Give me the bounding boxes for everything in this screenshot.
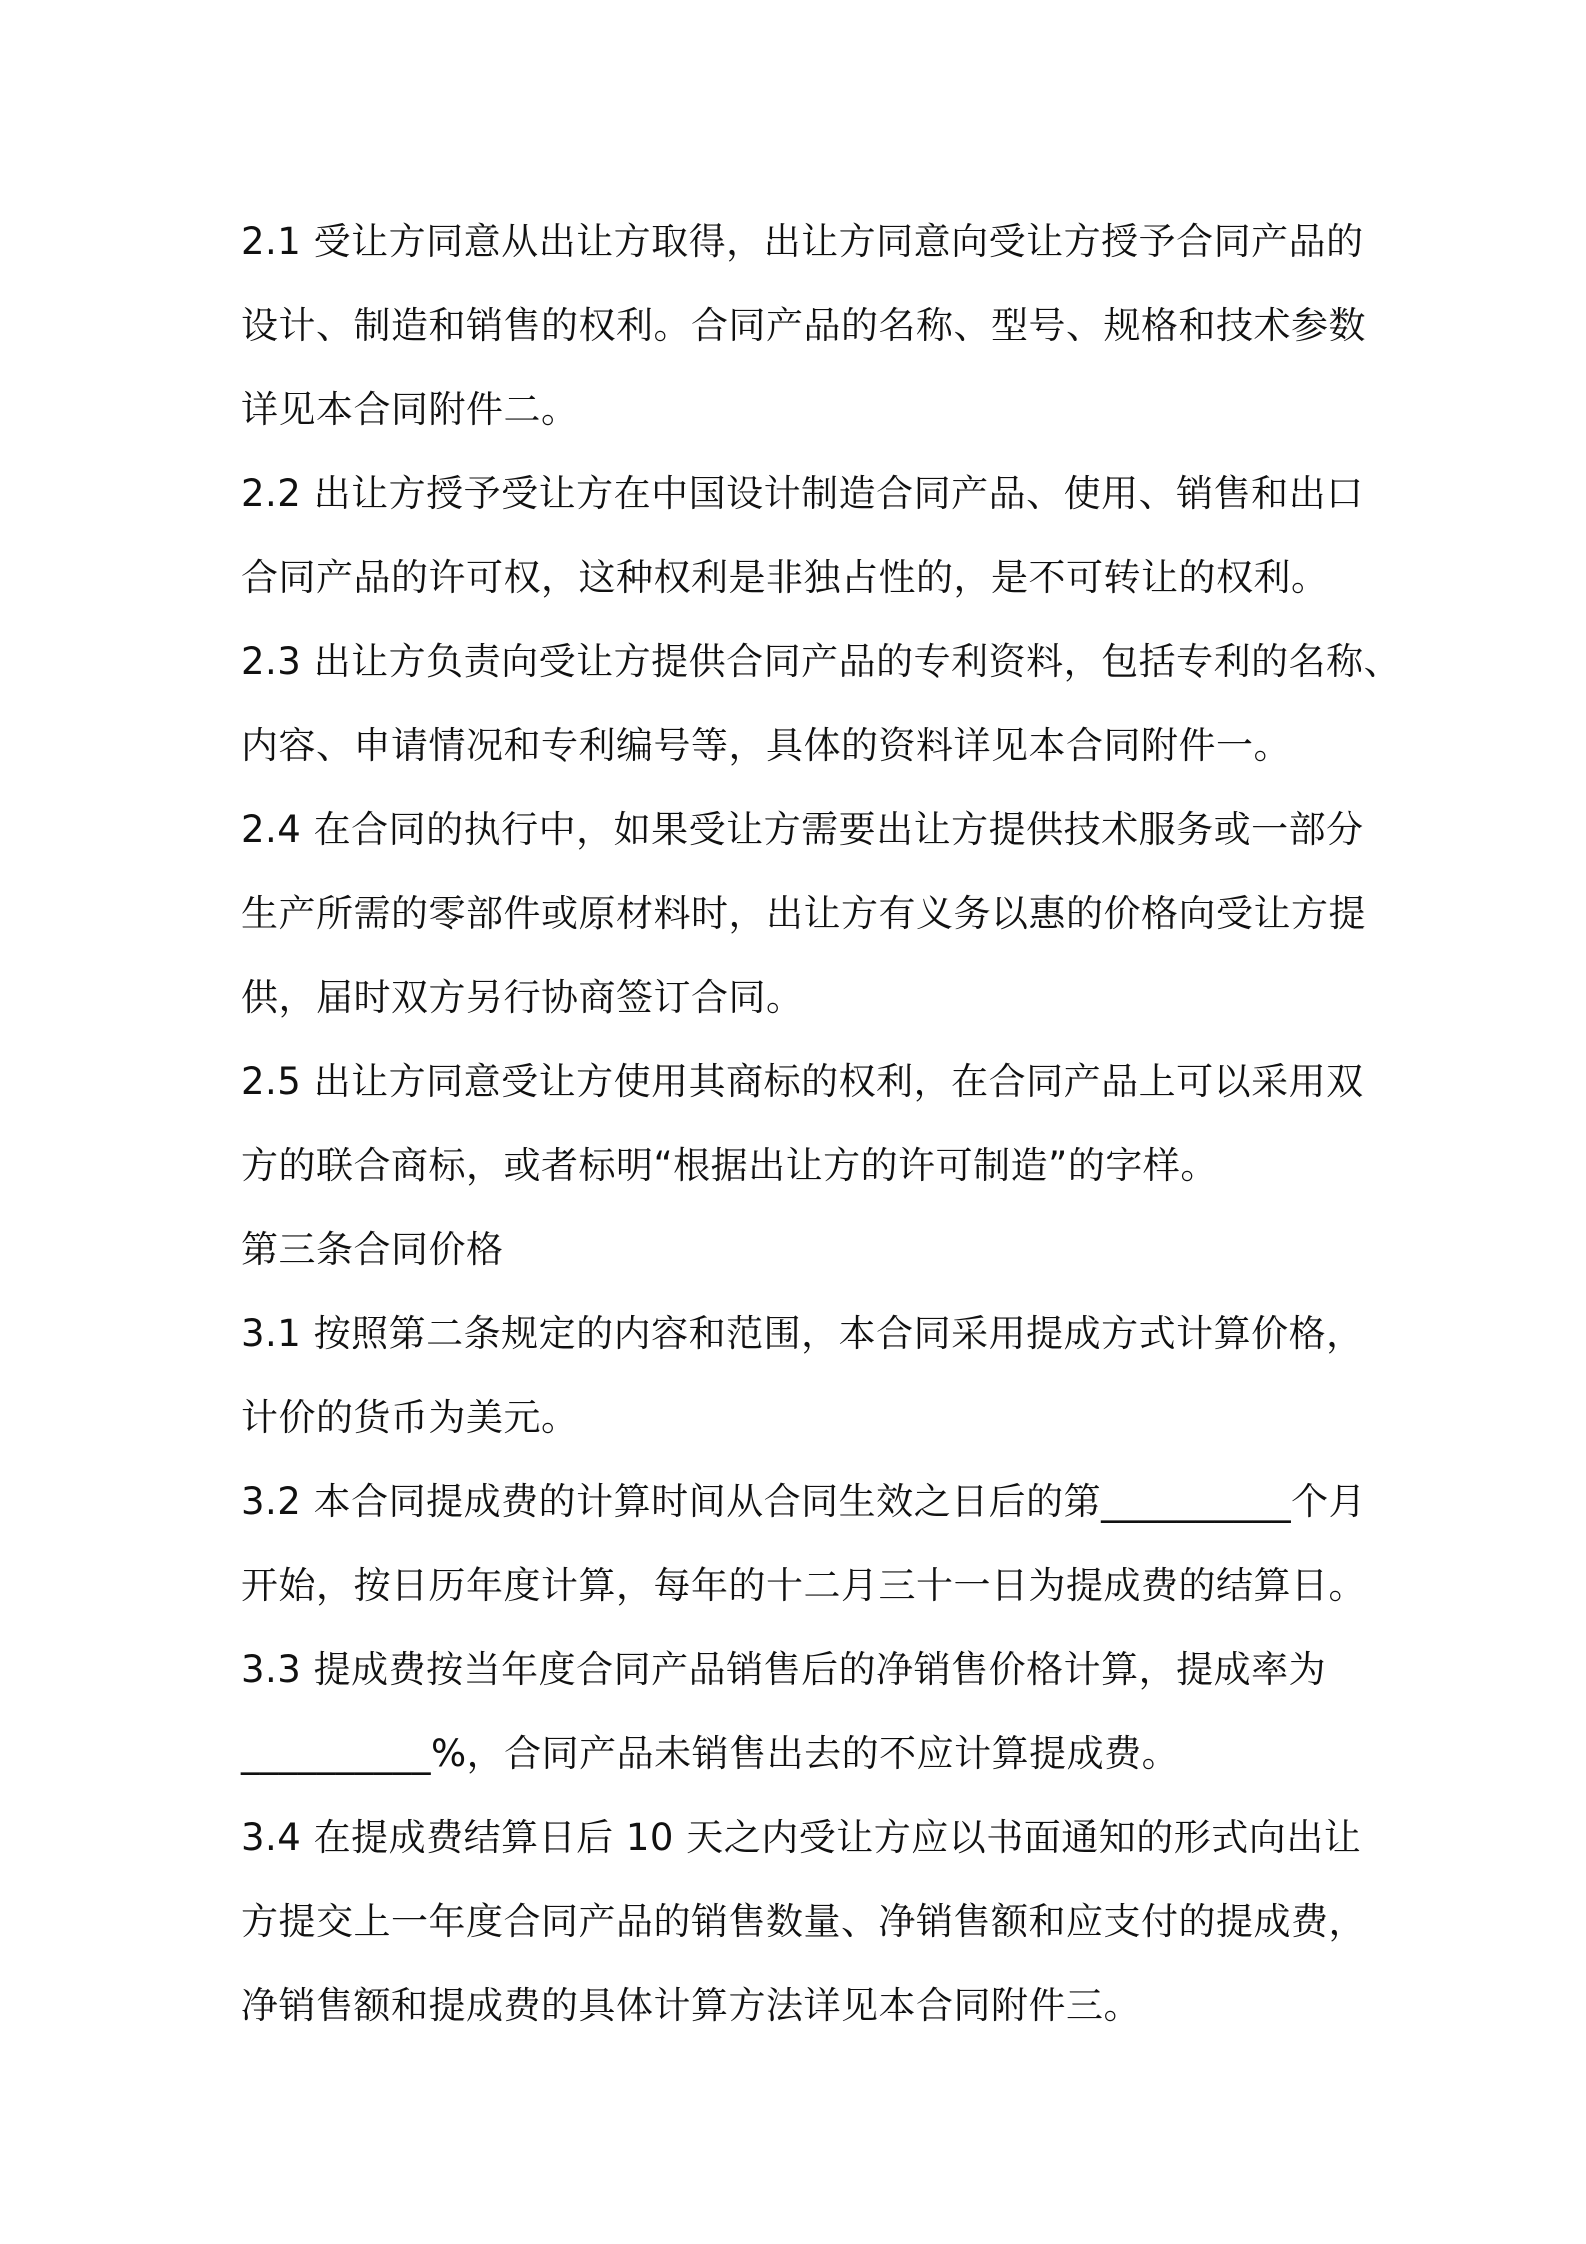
- text-line-2-1-a: 2.1 受让方同意从出让方取得，出让方同意向受让方授予合同产品的: [241, 220, 1364, 263]
- text-line-3-3-a: 3.3 提成费按当年度合同产品销售后的净销售价格计算，提成率为: [241, 1648, 1327, 1691]
- text-line-2-5-a: 2.5 出让方同意受让方使用其商标的权利，在合同产品上可以采用双: [241, 1060, 1364, 1103]
- text-line-2-3-a: 2.3 出让方负责向受让方提供合同产品的专利资料，包括专利的名称、: [241, 640, 1402, 683]
- text-line-3-1-a: 3.1 按照第二条规定的内容和范围，本合同采用提成方式计算价格，: [241, 1312, 1364, 1355]
- text-line-2-2-a: 2.2 出让方授予受让方在中国设计制造合同产品、使用、销售和出口: [241, 472, 1364, 515]
- text-line-2-4-b: 生产所需的零部件或原材料时，出让方有义务以惠的价格向受让方提: [241, 892, 1366, 935]
- text-line-3-4-a: 3.4 在提成费结算日后 10 天之内受让方应以书面通知的形式向出让: [241, 1816, 1362, 1859]
- text-line-2-4-c: 供，届时双方另行协商签订合同。: [241, 976, 804, 1019]
- section-heading-article-3: 第三条合同价格: [241, 1228, 504, 1271]
- text-line-3-4-c: 净销售额和提成费的具体计算方法详见本合同附件三。: [241, 1984, 1141, 2027]
- text-line-3-3-b: __________%，合同产品未销售出去的不应计算提成费。: [241, 1732, 1180, 1775]
- text-line-3-1-b: 计价的货币为美元。: [241, 1396, 579, 1439]
- text-line-2-5-b: 方的联合商标，或者标明“根据出让方的许可制造”的字样。: [241, 1144, 1218, 1187]
- text-line-2-4-a: 2.4 在合同的执行中，如果受让方需要出让方提供技术服务或一部分: [241, 808, 1364, 851]
- text-line-3-2-b: 开始，按日历年度计算，每年的十二月三十一日为提成费的结算日。: [241, 1564, 1366, 1607]
- text-line-3-4-b: 方提交上一年度合同产品的销售数量、净销售额和应支付的提成费，: [241, 1900, 1366, 1943]
- text-line-2-1-c: 详见本合同附件二。: [241, 388, 579, 431]
- text-line-2-3-b: 内容、申请情况和专利编号等，具体的资料详见本合同附件一。: [241, 724, 1291, 767]
- contract-text-block: [241, 200, 1402, 2048]
- text-line-2-2-b: 合同产品的许可权，这种权利是非独占性的，是不可转让的权利。: [241, 556, 1329, 599]
- text-line-3-2-a: 3.2 本合同提成费的计算时间从合同生效之日后的第__________个月: [241, 1480, 1367, 1523]
- text-line-2-1-b: 设计、制造和销售的权利。合同产品的名称、型号、规格和技术参数: [241, 304, 1366, 347]
